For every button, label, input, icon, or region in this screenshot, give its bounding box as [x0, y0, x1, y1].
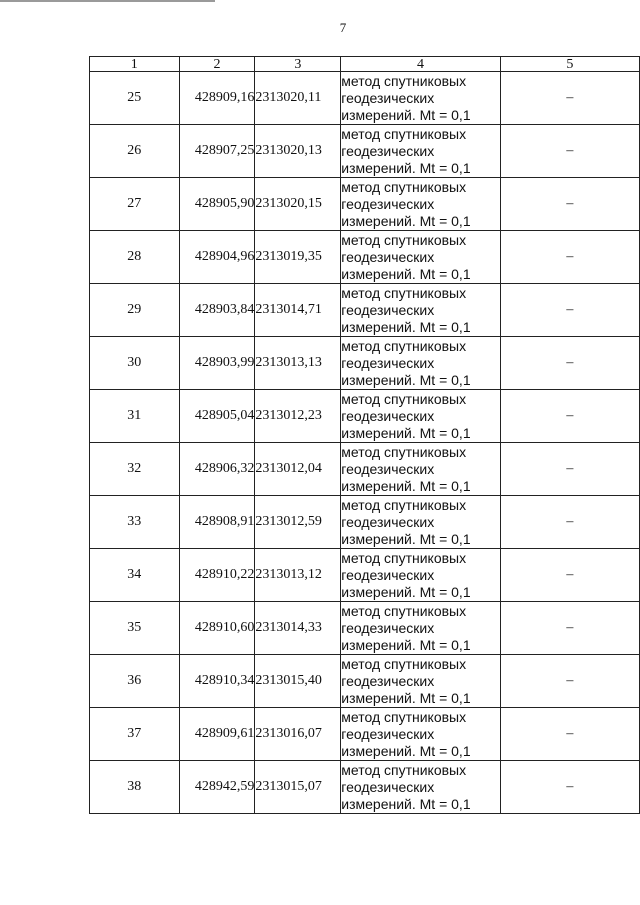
- method-cell: [341, 178, 501, 231]
- x-coordinate-cell: 428904,96: [179, 231, 255, 284]
- table-row: [90, 178, 640, 231]
- note-cell: –: [500, 72, 639, 125]
- method-line: геодезических: [341, 301, 435, 318]
- method-cell: [341, 390, 501, 443]
- x-coordinate-cell: 428909,16: [179, 72, 255, 125]
- point-number-cell: 30: [90, 337, 180, 390]
- table-row: [90, 125, 640, 178]
- x-coordinate-cell: 428905,90: [179, 178, 255, 231]
- method-line: измерений. Mt = 0,1: [341, 689, 471, 706]
- method-cell: [341, 284, 501, 337]
- note-cell: –: [500, 602, 639, 655]
- point-number-cell: 36: [90, 655, 180, 708]
- table-row: [90, 72, 640, 125]
- note-cell: –: [500, 443, 639, 496]
- x-coordinate-cell: 428907,25: [179, 125, 255, 178]
- point-number-cell: 34: [90, 549, 180, 602]
- table-row: [90, 655, 640, 708]
- x-coordinate-cell: 428910,60: [179, 602, 255, 655]
- point-number-cell: 35: [90, 602, 180, 655]
- method-line: измерений. Mt = 0,1: [341, 583, 471, 600]
- note-cell: –: [500, 284, 639, 337]
- method-line: метод спутниковых: [341, 72, 467, 89]
- method-line: измерений. Mt = 0,1: [341, 106, 471, 123]
- y-coordinate-cell: 2313014,33: [255, 602, 341, 655]
- table-row: [90, 549, 640, 602]
- x-coordinate-cell: 428942,59: [179, 761, 255, 814]
- point-number-cell: 26: [90, 125, 180, 178]
- note-cell: –: [500, 761, 639, 814]
- method-line: измерений. Mt = 0,1: [341, 530, 471, 547]
- y-coordinate-cell: 2313016,07: [255, 708, 341, 761]
- method-cell: [341, 761, 501, 814]
- method-cell: [341, 549, 501, 602]
- method-cell: [341, 443, 501, 496]
- note-cell: –: [500, 178, 639, 231]
- method-cell: [341, 125, 501, 178]
- method-line: метод спутниковых: [341, 549, 467, 566]
- method-line: метод спутниковых: [341, 602, 467, 619]
- table-row: [90, 390, 640, 443]
- column-header-1: 1: [90, 57, 180, 72]
- note-cell: –: [500, 549, 639, 602]
- page-number: 7: [339, 20, 347, 35]
- point-number-cell: 27: [90, 178, 180, 231]
- note-cell: –: [500, 231, 639, 284]
- method-line: измерений. Mt = 0,1: [341, 212, 471, 229]
- method-line: измерений. Mt = 0,1: [341, 424, 471, 441]
- method-line: геодезических: [341, 672, 435, 689]
- method-line: геодезических: [341, 142, 435, 159]
- method-cell: [341, 72, 501, 125]
- method-line: метод спутниковых: [341, 178, 467, 195]
- x-coordinate-cell: 428910,22: [179, 549, 255, 602]
- coordinates-table: [89, 56, 640, 814]
- method-line: геодезических: [341, 619, 435, 636]
- point-number-cell: 33: [90, 496, 180, 549]
- y-coordinate-cell: 2313015,40: [255, 655, 341, 708]
- x-coordinate-cell: 428909,61: [179, 708, 255, 761]
- table-row: [90, 337, 640, 390]
- method-line: измерений. Mt = 0,1: [341, 477, 471, 494]
- method-line: метод спутниковых: [341, 655, 467, 672]
- point-number-cell: 28: [90, 231, 180, 284]
- method-line: метод спутниковых: [341, 761, 467, 778]
- method-line: геодезических: [341, 89, 435, 106]
- method-line: измерений. Mt = 0,1: [341, 318, 471, 335]
- method-line: метод спутниковых: [341, 231, 467, 248]
- column-header-3: 3: [255, 57, 341, 72]
- y-coordinate-cell: 2313020,11: [255, 72, 341, 125]
- method-line: геодезических: [341, 513, 435, 530]
- method-line: метод спутниковых: [341, 496, 467, 513]
- method-line: геодезических: [341, 248, 435, 265]
- y-coordinate-cell: 2313019,35: [255, 231, 341, 284]
- note-cell: –: [500, 337, 639, 390]
- y-coordinate-cell: 2313012,04: [255, 443, 341, 496]
- method-cell: [341, 602, 501, 655]
- note-cell: –: [500, 708, 639, 761]
- table-row: [90, 602, 640, 655]
- table-row: [90, 443, 640, 496]
- column-header-2: 2: [179, 57, 255, 72]
- method-line: измерений. Mt = 0,1: [341, 636, 471, 653]
- method-line: метод спутниковых: [341, 284, 467, 301]
- y-coordinate-cell: 2313012,59: [255, 496, 341, 549]
- note-cell: –: [500, 496, 639, 549]
- y-coordinate-cell: 2313020,13: [255, 125, 341, 178]
- method-line: метод спутниковых: [341, 390, 467, 407]
- method-line: метод спутниковых: [341, 708, 467, 725]
- y-coordinate-cell: 2313020,15: [255, 178, 341, 231]
- note-cell: –: [500, 390, 639, 443]
- method-line: геодезических: [341, 778, 435, 795]
- top-border-line: [0, 0, 215, 2]
- point-number-cell: 38: [90, 761, 180, 814]
- method-line: метод спутниковых: [341, 443, 467, 460]
- method-line: метод спутниковых: [341, 125, 467, 142]
- x-coordinate-cell: 428905,04: [179, 390, 255, 443]
- x-coordinate-cell: 428903,99: [179, 337, 255, 390]
- method-line: измерений. Mt = 0,1: [341, 742, 471, 759]
- method-line: измерений. Mt = 0,1: [341, 795, 471, 812]
- x-coordinate-cell: 428906,32: [179, 443, 255, 496]
- method-cell: [341, 655, 501, 708]
- y-coordinate-cell: 2313013,12: [255, 549, 341, 602]
- x-coordinate-cell: 428908,91: [179, 496, 255, 549]
- method-cell: [341, 337, 501, 390]
- x-coordinate-cell: 428910,34: [179, 655, 255, 708]
- method-line: геодезических: [341, 407, 435, 424]
- method-line: геодезических: [341, 566, 435, 583]
- table-row: [90, 496, 640, 549]
- table-row: [90, 708, 640, 761]
- method-line: геодезических: [341, 725, 435, 742]
- table-row: [90, 284, 640, 337]
- method-line: метод спутниковых: [341, 337, 467, 354]
- method-line: геодезических: [341, 195, 435, 212]
- y-coordinate-cell: 2313014,71: [255, 284, 341, 337]
- method-cell: [341, 708, 501, 761]
- table-header-row: [90, 57, 640, 72]
- method-line: измерений. Mt = 0,1: [341, 159, 471, 176]
- note-cell: –: [500, 125, 639, 178]
- point-number-cell: 25: [90, 72, 180, 125]
- point-number-cell: 29: [90, 284, 180, 337]
- table-row: [90, 761, 640, 814]
- y-coordinate-cell: 2313015,07: [255, 761, 341, 814]
- table-row: [90, 231, 640, 284]
- method-line: измерений. Mt = 0,1: [341, 371, 471, 388]
- point-number-cell: 37: [90, 708, 180, 761]
- method-cell: [341, 496, 501, 549]
- column-header-5: 5: [500, 57, 639, 72]
- method-line: измерений. Mt = 0,1: [341, 265, 471, 282]
- y-coordinate-cell: 2313012,23: [255, 390, 341, 443]
- point-number-cell: 32: [90, 443, 180, 496]
- y-coordinate-cell: 2313013,13: [255, 337, 341, 390]
- column-header-4: 4: [341, 57, 501, 72]
- method-cell: [341, 231, 501, 284]
- method-line: геодезических: [341, 354, 435, 371]
- method-line: геодезических: [341, 460, 435, 477]
- point-number-cell: 31: [90, 390, 180, 443]
- note-cell: –: [500, 655, 639, 708]
- x-coordinate-cell: 428903,84: [179, 284, 255, 337]
